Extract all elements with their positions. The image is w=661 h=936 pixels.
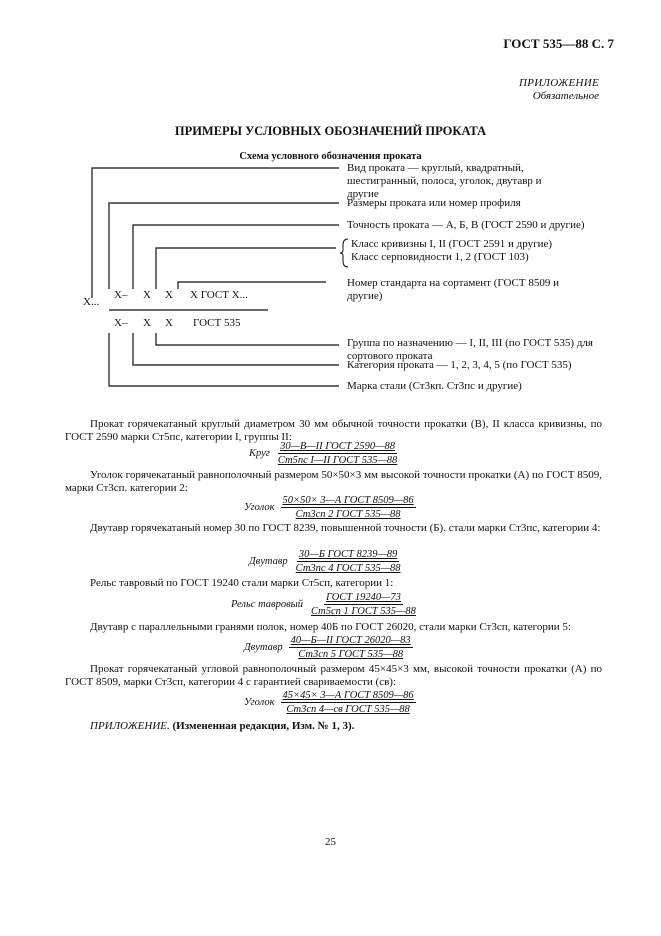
formula-numerator: 40—Б—II ГОСТ 26020—83: [290, 635, 411, 646]
scheme-line-class: [156, 248, 336, 289]
example-formula: [249, 549, 403, 574]
row2-field-a: X–: [114, 317, 128, 329]
amendment-note: [90, 720, 354, 732]
formula-denominator: Ст3пс 4 ГОСТ 535—88: [295, 563, 401, 574]
formula-numerator: ГОСТ 19240—73: [325, 592, 401, 603]
example-formula: [244, 635, 413, 660]
scheme-line-standard: [178, 282, 326, 289]
designation-x: X...: [83, 296, 100, 308]
formula-denominator: Ст3сп 2 ГОСТ 535—88: [295, 509, 401, 520]
row1-field-d: X ГОСТ X...: [190, 289, 248, 301]
label-accuracy: Точность проката — А, Б, В (ГОСТ 2590 и другие): [347, 219, 585, 231]
formula-numerator: 45×45× 3—А ГОСТ 8509—86: [282, 690, 414, 701]
scheme-line-accuracy: [133, 225, 339, 289]
row1-field-a: X–: [114, 289, 128, 301]
label-sickle: Класс серповидности 1, 2 (ГОСТ 103): [351, 251, 529, 263]
label-size: Размеры проката или номер профиля: [347, 197, 521, 209]
scheme-line-category: [133, 333, 339, 365]
amendment-note-label: ПРИЛОЖЕНИЕ.: [90, 720, 170, 732]
label-curvature: Класс кривизны I, II (ГОСТ 2591 и другие): [351, 238, 553, 250]
scheme-title: Схема условного обозначения проката: [239, 151, 422, 162]
example-text: Двутавр горячекатаный номер 30 по ГОСТ 8239, повышенной точности (Б). стали марки Ст3пс, категории 4:: [90, 522, 601, 534]
formula-name: Двутавр: [249, 556, 288, 567]
formula-name: Уголок: [244, 502, 275, 513]
formula-name: Двутавр: [244, 642, 283, 653]
appendix-label: ПРИЛОЖЕНИЕ: [519, 77, 599, 89]
example-formula: [244, 495, 416, 520]
formula-name: Рельс тавровый: [231, 599, 304, 610]
formula-numerator: 30—Б ГОСТ 8239—89: [298, 549, 398, 560]
example-formula: [244, 690, 416, 715]
formula-numerator: 30—В—II ГОСТ 2590—88: [280, 441, 396, 452]
scheme-line-size: [109, 203, 339, 289]
row2-field-b: X: [143, 317, 151, 329]
example-formula: [231, 592, 418, 617]
formula-name: Уголок: [244, 697, 275, 708]
formula-denominator: Ст3сп 5 ГОСТ 535—88: [298, 649, 404, 660]
page-title: ПРИМЕРЫ УСЛОВНЫХ ОБОЗНАЧЕНИЙ ПРОКАТА: [174, 124, 487, 138]
label-type: Вид проката — круглый, квадратный, шестигранный, полоса, уголок, двутавр и другие: [347, 162, 542, 200]
example-text: Рельс тавровый по ГОСТ 19240 стали марки Ст5сп, категории 1:: [90, 577, 394, 589]
document-reference: ГОСТ 535—88 С. 7: [503, 36, 614, 51]
row2-field-d: ГОСТ 535: [193, 317, 241, 329]
example-text: Двутавр с параллельными гранями полок, номер 40Б по ГОСТ 26020, стали марки Ст3сп, категории 5:: [90, 621, 571, 633]
row1-field-c: X: [165, 289, 173, 301]
appendix-status: Обязательное: [532, 90, 599, 102]
label-group: Группа по назначению — I, II, III (по ГОСТ 535) для сортового проката: [347, 337, 593, 362]
example-text: Прокат горячекатаный угловой равнополочный размером 45×45×3 мм, высокой точности прокатки (А) по ГОСТ 8509, марки Ст3сп, категории 4 с гарантией свариваемости (св):: [65, 663, 602, 689]
page-number: 25: [325, 836, 336, 848]
formula-denominator: Ст5пс I—II ГОСТ 535—88: [277, 455, 398, 466]
formula-name: Круг: [249, 448, 270, 459]
scheme-line-type: [92, 168, 339, 298]
scheme-line-grade: [109, 333, 339, 386]
row1-field-b: X: [143, 289, 151, 301]
example-formula: [249, 441, 399, 466]
formula-denominator: Ст5сп 1 ГОСТ 535—88: [311, 606, 416, 617]
formula-numerator: 50×50× 3—А ГОСТ 8509—86: [282, 495, 414, 506]
scheme-brace: [340, 239, 348, 267]
label-category: Категория проката — 1, 2, 3, 4, 5 (по ГОСТ 535): [347, 359, 572, 371]
row2-field-c: X: [165, 317, 173, 329]
formula-denominator: Ст3сп 4—св ГОСТ 535—88: [286, 704, 410, 715]
example-text: Прокат горячекатаный круглый диаметром 30 мм обычной точности прокатки (В), II класса кривизны, по ГОСТ 2590 марки Ст5пс, категории I, группы II:: [65, 418, 602, 444]
example-text: Уголок горячекатаный равнополочный размером 50×50×3 мм высокой точности прокатки (А) по ГОСТ 8509, марки Ст3сп. категории 2:: [65, 469, 602, 495]
label-standard: Номер стандарта на сортамент (ГОСТ 8509 и другие): [347, 277, 559, 302]
scheme-line-group: [156, 333, 339, 345]
label-grade: Марка стали (Ст3кп. Ст3пс и другие): [347, 380, 522, 392]
amendment-note-text: (Измененная редакция, Изм. № 1, 3).: [172, 720, 355, 732]
